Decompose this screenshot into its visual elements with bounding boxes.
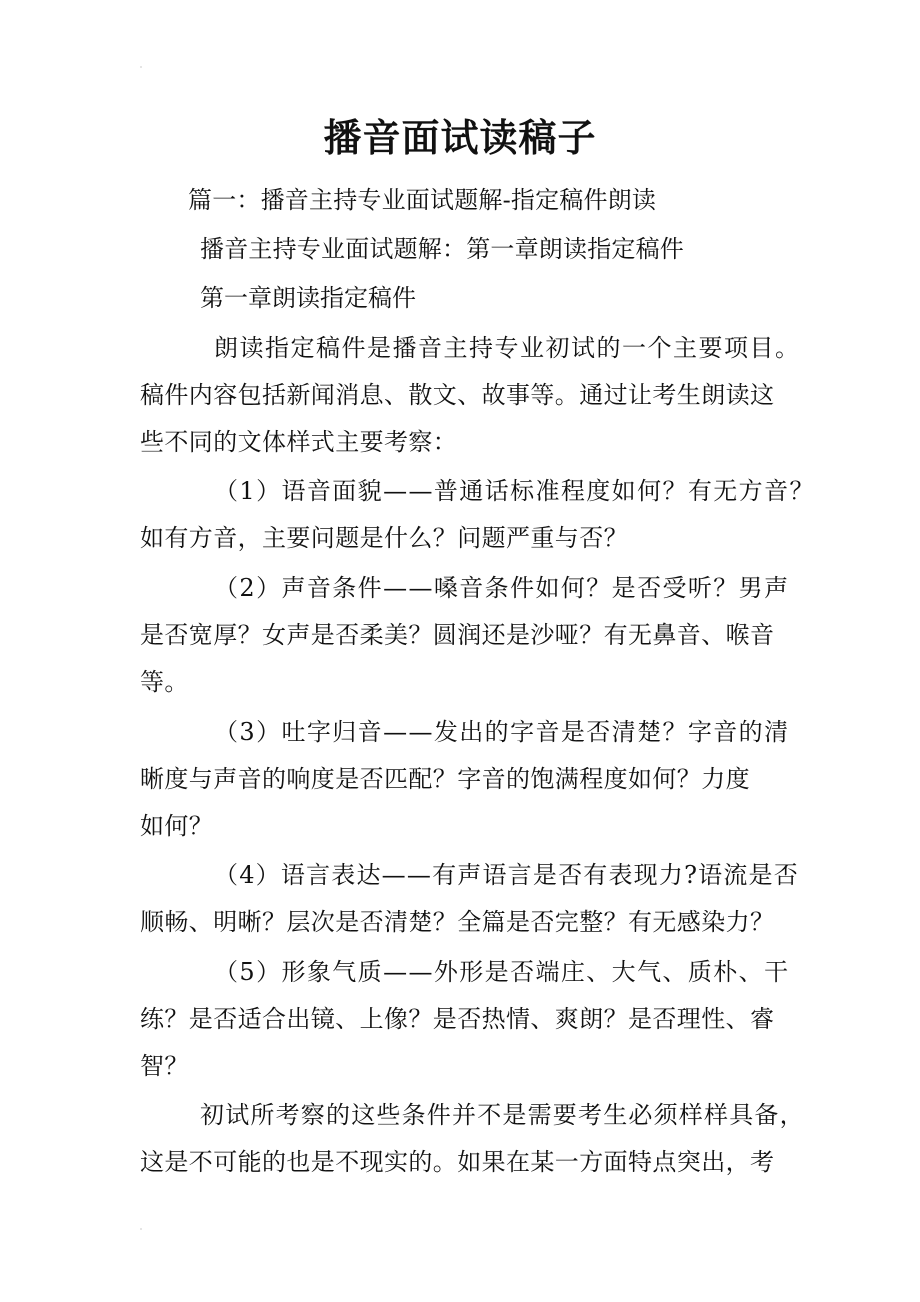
list-item-line: （2）声音条件——嗓音条件如何？是否受听？男声	[214, 574, 790, 602]
list-item-line: 等。	[140, 668, 189, 696]
list-item-line: 练？是否适合出镜、上像？是否热情、爽朗？是否理性、睿	[140, 1005, 775, 1033]
subtitle: 播音主持专业面试题解：第一章朗读指定稿件	[200, 235, 684, 263]
paragraph-line: 些不同的文体样式主要考察：	[140, 428, 458, 456]
list-item-line: 晰度与声音的响度是否匹配？字音的饱满程度如何？力度	[140, 765, 750, 793]
paragraph-line: 初试所考察的这些条件并不是需要考生必须样样具备，	[200, 1101, 805, 1129]
list-item-line: 智？	[140, 1052, 189, 1080]
paragraph-line: 稿件内容包括新闻消息、散文、故事等。通过让考生朗读这	[140, 381, 775, 409]
corner-mark-bottom	[140, 1228, 142, 1230]
list-item-line: 如有方音，主要问题是什么？问题严重与否？	[140, 524, 628, 552]
document-title: 播音面试读稿子	[323, 115, 597, 160]
corner-mark-top	[140, 66, 142, 68]
list-item-line: 是否宽厚？女声是否柔美？圆润还是沙哑？有无鼻音、喉音	[140, 621, 775, 649]
list-item-line: （5）形象气质——外形是否端庄、大气、质朴、干	[214, 958, 790, 986]
paragraph-line: 这是不可能的也是不现实的。如果在某一方面特点突出，考	[140, 1148, 775, 1176]
list-item-line: （3）吐字归音——发出的字音是否清楚？字音的清	[214, 718, 790, 746]
list-item-line: 如何？	[140, 812, 214, 840]
list-item-line: 顺畅、明晰？层次是否清楚？全篇是否完整？有无感染力？	[140, 908, 775, 936]
paragraph-line: 朗读指定稿件是播音主持专业初试的一个主要项目。	[214, 334, 801, 362]
list-item-line: （1）语音面貌——普通话标准程度如何？有无方音？	[214, 477, 815, 505]
chapter-heading: 第一章朗读指定稿件	[200, 284, 416, 312]
list-item-line: （4）语言表达——有声语言是否有表现力?语流是否	[214, 861, 799, 889]
section-heading: 篇一：播音主持专业面试题解-指定稿件朗读	[188, 186, 657, 214]
